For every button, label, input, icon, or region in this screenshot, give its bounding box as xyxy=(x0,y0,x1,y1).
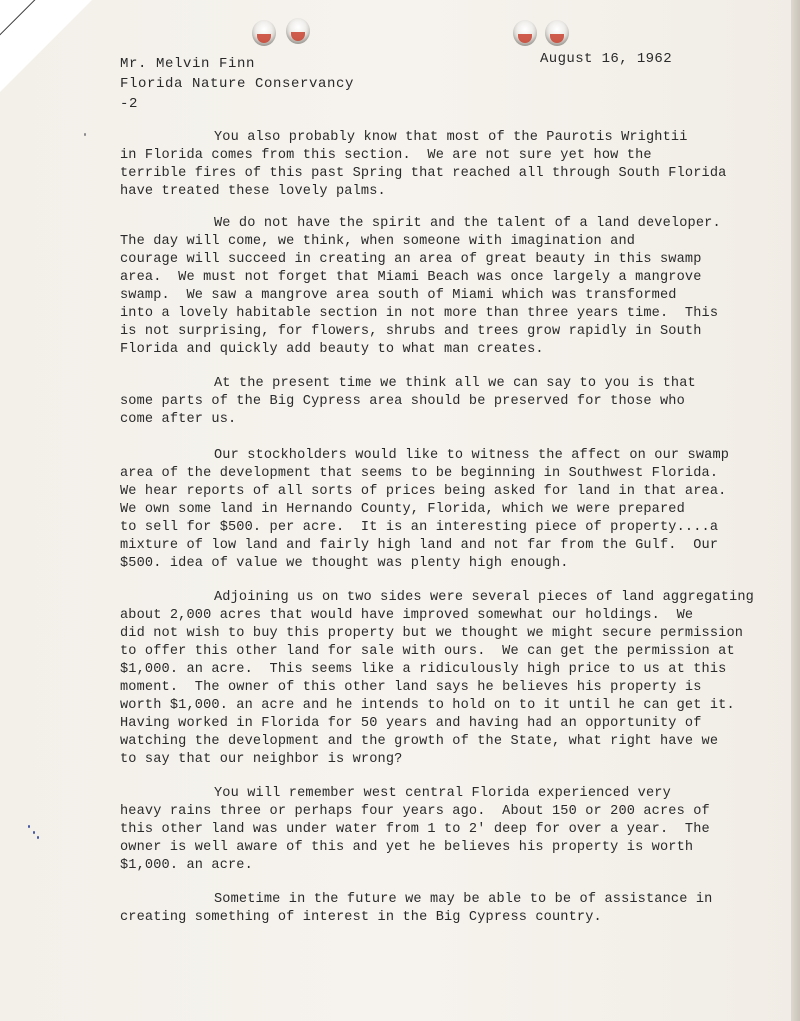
recipient-organization: Florida Nature Conservancy xyxy=(120,76,355,92)
folded-corner xyxy=(0,0,92,92)
punch-hole xyxy=(252,20,276,46)
body-line: You also probably know that most of the Paurotis Wrightii xyxy=(214,130,688,145)
body-line: did not wish to buy this property but we thought we might secure permission xyxy=(120,626,744,641)
recipient-name: Mr. Melvin Finn xyxy=(120,56,256,72)
body-line: to offer this other land for sale with ours. We can get the permission at xyxy=(120,644,735,659)
body-line: $1,000. an acre. This seems like a ridiculously high price to us at this xyxy=(120,662,727,677)
body-line: about 2,000 acres that would have improved somewhat our holdings. We xyxy=(120,608,694,623)
body-line: terrible fires of this past Spring that reached all through South Florida xyxy=(120,166,727,181)
body-line: Florida and quickly add beauty to what man creates. xyxy=(120,342,544,357)
body-line: Having worked in Florida for 50 years and having had an opportunity of xyxy=(120,716,702,731)
body-line: swamp. We saw a mangrove area south of Miami which was transformed xyxy=(120,288,677,303)
punch-hole xyxy=(286,18,310,44)
body-line: is not surprising, for flowers, shrubs and trees grow rapidly in South xyxy=(120,324,702,339)
page-number: -2 xyxy=(120,96,139,112)
paper-edge xyxy=(791,0,800,1021)
body-line: The day will come, we think, when someone with imagination and xyxy=(120,234,636,249)
body-line: mixture of low land and fairly high land and not far from the Gulf. Our xyxy=(120,538,719,553)
body-line: creating something of interest in the Big Cypress country. xyxy=(120,910,602,925)
body-line: We do not have the spirit and the talent of a land developer. xyxy=(214,216,721,231)
body-line: into a lovely habitable section in not more than three years time. This xyxy=(120,306,719,321)
body-line: You will remember west central Florida experienced very xyxy=(214,786,671,801)
body-line: in Florida comes from this section. We are not sure yet how the xyxy=(120,148,652,163)
body-line: courage will succeed in creating an area of great beauty in this swamp xyxy=(120,252,702,267)
body-line: moment. The owner of this other land says he believes his property is xyxy=(120,680,702,695)
body-line: We own some land in Hernando County, Florida, which we were prepared xyxy=(120,502,685,517)
body-line: some parts of the Big Cypress area should be preserved for those who xyxy=(120,394,685,409)
body-line: Adjoining us on two sides were several pieces of land aggregating xyxy=(214,590,754,605)
body-line: We hear reports of all sorts of prices being asked for land in that area. xyxy=(120,484,727,499)
body-line: $500. idea of value we thought was plenty high enough. xyxy=(120,556,569,571)
body-line: to sell for $500. per acre. It is an interesting piece of property....a xyxy=(120,520,719,535)
punch-hole xyxy=(545,20,569,46)
body-line: have treated these lovely palms. xyxy=(120,184,386,199)
punch-hole xyxy=(513,20,537,46)
body-line: heavy rains three or perhaps four years ago. About 150 or 200 acres of xyxy=(120,804,710,819)
body-line: to say that our neighbor is wrong? xyxy=(120,752,403,767)
body-line: this other land was under water from 1 to 2' deep for over a year. The xyxy=(120,822,710,837)
body-line: Our stockholders would like to witness the affect on our swamp xyxy=(214,448,730,463)
body-line: come after us. xyxy=(120,412,237,427)
body-line: area of the development that seems to be beginning in Southwest Florida. xyxy=(120,466,719,481)
body-line: watching the development and the growth of the State, what right have we xyxy=(120,734,719,749)
body-line: owner is well aware of this and yet he believes his property is worth xyxy=(120,840,694,855)
letter-date: August 16, 1962 xyxy=(540,51,673,67)
body-line: worth $1,000. an acre and he intends to hold on to it until he can get it. xyxy=(120,698,735,713)
body-line: Sometime in the future we may be able to be of assistance in xyxy=(214,892,713,907)
body-line: area. We must not forget that Miami Beach was once largely a mangrove xyxy=(120,270,702,285)
body-line: $1,000. an acre. xyxy=(120,858,253,873)
body-line: At the present time we think all we can say to you is that xyxy=(214,376,696,391)
